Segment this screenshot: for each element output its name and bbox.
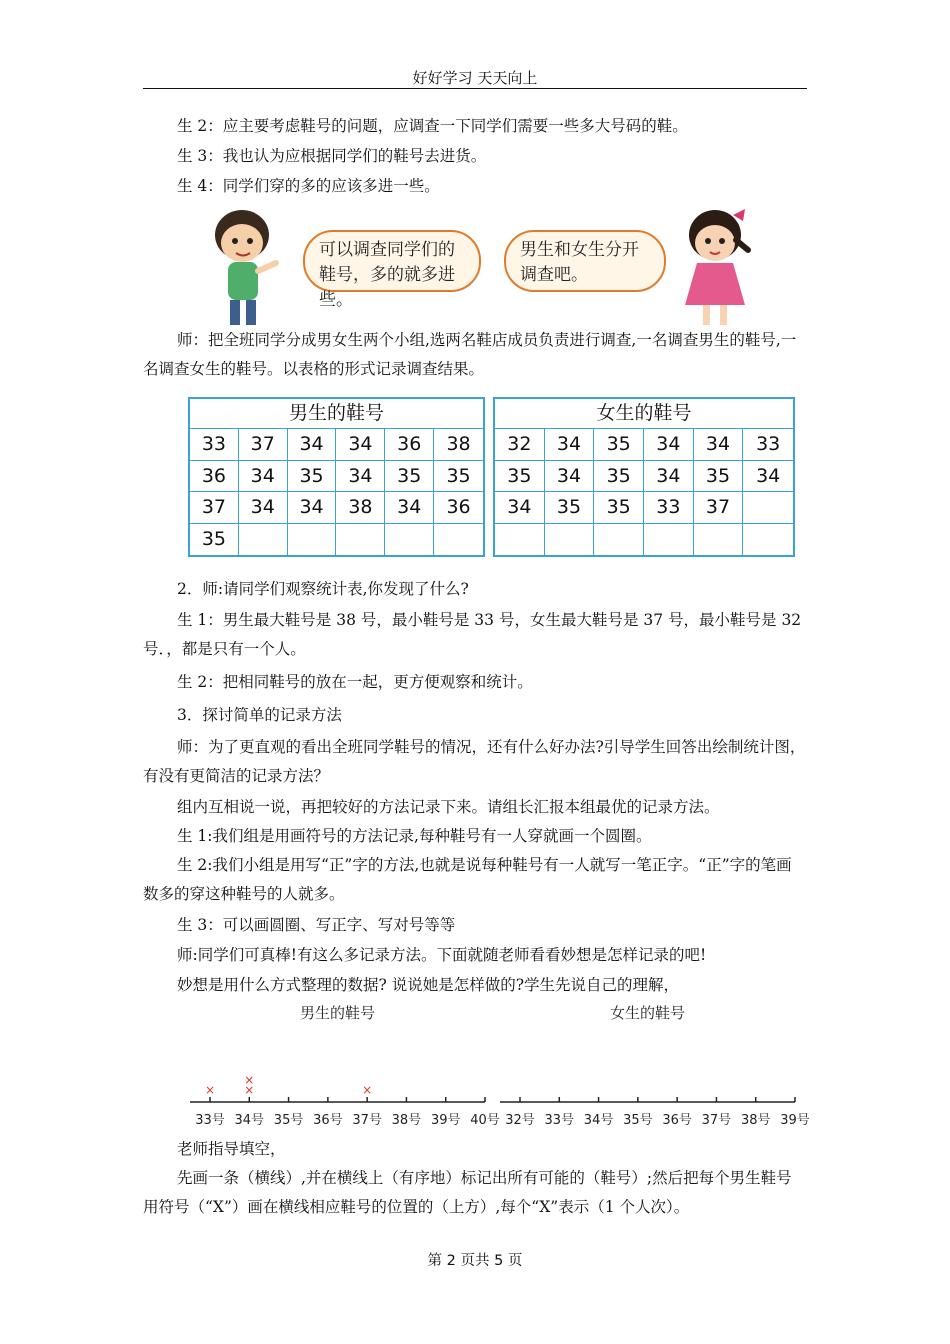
tick-label: 37号 — [352, 1113, 382, 1128]
table-cell — [288, 524, 337, 556]
table-cell: 35 — [385, 461, 434, 493]
section-heading: 3．探讨简单的记录方法 — [177, 706, 342, 724]
tick-label: 36号 — [662, 1113, 692, 1128]
tick-label: 32号 — [505, 1113, 535, 1128]
header-rule — [143, 88, 807, 89]
table-cell: 35 — [594, 429, 644, 461]
table-cell: 35 — [190, 524, 239, 556]
table-cell: 34 — [336, 461, 385, 493]
table-cell: 33 — [190, 429, 239, 461]
table-cell: 35 — [594, 492, 644, 524]
table-cell: 37 — [190, 492, 239, 524]
table-cell: 35 — [288, 461, 337, 493]
paragraph: 师：为了更直观的看出全班同学鞋号的情况，还有什么好办法?引导学生回答出绘制统计图，有没有更简洁的记录方法？ — [143, 738, 806, 785]
tick-label: 33号 — [544, 1113, 575, 1128]
tick-label: 33号 — [195, 1113, 225, 1128]
table-cell: 34 — [694, 429, 744, 461]
girls-table-grid — [495, 429, 793, 555]
table-cell: 36 — [385, 429, 434, 461]
table-cell: 34 — [288, 429, 337, 461]
paragraph: 师:同学们可真棒!有这么多记录方法。下面就随老师看看妙想是怎样记录的吧! — [177, 946, 707, 964]
table-cell — [743, 492, 793, 524]
paragraph: 2．师:请同学们观察统计表,你发现了什么? — [177, 580, 469, 598]
tick-label: 34号 — [234, 1113, 265, 1128]
tick-label: 34号 — [583, 1113, 614, 1128]
table-cell: 37 — [694, 492, 744, 524]
table-cell — [694, 524, 744, 556]
table-cell: 33 — [743, 429, 793, 461]
table-cell: 34 — [288, 492, 337, 524]
table-cell — [644, 524, 694, 556]
table-cell: 37 — [239, 429, 288, 461]
table-cell — [743, 524, 793, 556]
table-cell: 34 — [336, 429, 385, 461]
tick-label: 35号 — [273, 1113, 304, 1128]
paragraph: 妙想是用什么方式整理的数据? 说说她是怎样做的?学生先说自己的理解， — [177, 976, 680, 994]
table-cell — [336, 524, 385, 556]
table-cell — [495, 524, 545, 556]
tick-label: 38号 — [391, 1113, 422, 1128]
table-cell: 34 — [644, 461, 694, 493]
table-cell: 35 — [594, 461, 644, 493]
boys-table-grid — [190, 429, 483, 555]
table-cell — [545, 524, 595, 556]
table-cell: 36 — [190, 461, 239, 493]
table-cell: 34 — [644, 429, 694, 461]
paragraph: 先画一条（横线）,并在横线上（有序地）标记出所有可能的（鞋号）;然后把每个男生鞋号用符号（“X”）画在横线相应鞋号的位置的（上方）,每个“X”表示（1 个人次）。 — [143, 1169, 792, 1216]
girls-shoe-size-table — [493, 397, 795, 557]
tick-label: 38号 — [740, 1113, 771, 1128]
paragraph: 生 2:我们小组是用写“正”字的方法,也就是说每种鞋号有一人就写一笔正字。“正”字的笔画数多的穿这种鞋号的人就多。 — [143, 856, 792, 903]
tally-marker: × — [204, 1083, 216, 1097]
table-cell: 36 — [434, 492, 483, 524]
paragraph: 生 3：我也认为应根据同学们的鞋号去进货。 — [177, 147, 487, 165]
number-line-title: 女生的鞋号 — [609, 1004, 686, 1022]
table-cell: 34 — [495, 492, 545, 524]
table-cell: 38 — [336, 492, 385, 524]
table-cell: 34 — [239, 461, 288, 493]
tick-label: 40号 — [470, 1113, 500, 1128]
shoe-size-number-lines — [190, 1000, 810, 1135]
boy-speech-bubble: 可以调查同学们的鞋号，多的就多进些。 — [303, 230, 481, 292]
paragraph: 生 4：同学们穿的多的应该多进一些。 — [177, 177, 440, 195]
table-cell: 35 — [694, 461, 744, 493]
tally-marker: × — [244, 1073, 255, 1087]
tick-label: 35号 — [623, 1113, 653, 1128]
boys-table-title: 男生的鞋号 — [190, 399, 483, 429]
paragraph: 生 1：男生最大鞋号是 38 号，最小鞋号是 33 号，女生最大鞋号是 37 号，最小鞋号是 32 号．，都是只有一个人。 — [143, 611, 802, 658]
table-cell: 35 — [545, 492, 595, 524]
teacher-instruction: 师：把全班同学分成男女生两个小组,选两名鞋店成员负责进行调查,一名调查男生的鞋号,一名调查女生的鞋号。以表格的形式记录调查结果。 — [143, 331, 797, 378]
table-cell: 33 — [644, 492, 694, 524]
tally-marker: × — [244, 1083, 255, 1097]
tally-marker: × — [362, 1083, 373, 1097]
table-cell — [434, 524, 483, 556]
girl-illustration — [685, 209, 748, 325]
paragraph: 生 3：可以画圆圈、写正字、写对号等等 — [177, 916, 456, 934]
girls-table-title: 女生的鞋号 — [495, 399, 793, 429]
boy-illustration — [215, 210, 276, 325]
paragraph: 生 1:我们组是用画符号的方法记录,每种鞋号有一人穿就画一个圆圈。 — [177, 827, 652, 845]
table-cell: 38 — [434, 429, 483, 461]
tick-label: 36号 — [313, 1113, 343, 1128]
paragraph: 生 2：把相同鞋号的放在一起，更方便观察和统计。 — [177, 673, 533, 691]
table-cell: 34 — [239, 492, 288, 524]
girl-speech-bubble: 男生和女生分开调查吧。 — [504, 230, 666, 292]
table-cell: 34 — [385, 492, 434, 524]
table-cell: 34 — [545, 461, 595, 493]
table-cell: 34 — [545, 429, 595, 461]
table-cell — [239, 524, 288, 556]
tick-label: 37号 — [701, 1113, 732, 1128]
table-cell — [385, 524, 434, 556]
table-cell: 34 — [743, 461, 793, 493]
paragraph: 组内互相说一说，再把较好的方法记录下来。请组长汇报本组最优的记录方法。 — [177, 798, 720, 816]
table-cell: 35 — [434, 461, 483, 493]
paragraph: 生 2：应主要考虑鞋号的问题，应调查一下同学们需要一些多大号码的鞋。 — [177, 117, 688, 135]
tick-label: 39号 — [780, 1113, 810, 1128]
page-footer: 第 2 页共 5 页 — [427, 1253, 523, 1269]
table-cell — [594, 524, 644, 556]
header-title: 好好学习 天天向上 — [412, 69, 538, 87]
paragraph: 老师指导填空， — [177, 1140, 286, 1158]
table-cell: 35 — [495, 461, 545, 493]
table-cell: 32 — [495, 429, 545, 461]
boys-shoe-size-table — [188, 397, 485, 557]
tick-label: 39号 — [430, 1113, 461, 1128]
number-line-title: 男生的鞋号 — [299, 1004, 376, 1022]
